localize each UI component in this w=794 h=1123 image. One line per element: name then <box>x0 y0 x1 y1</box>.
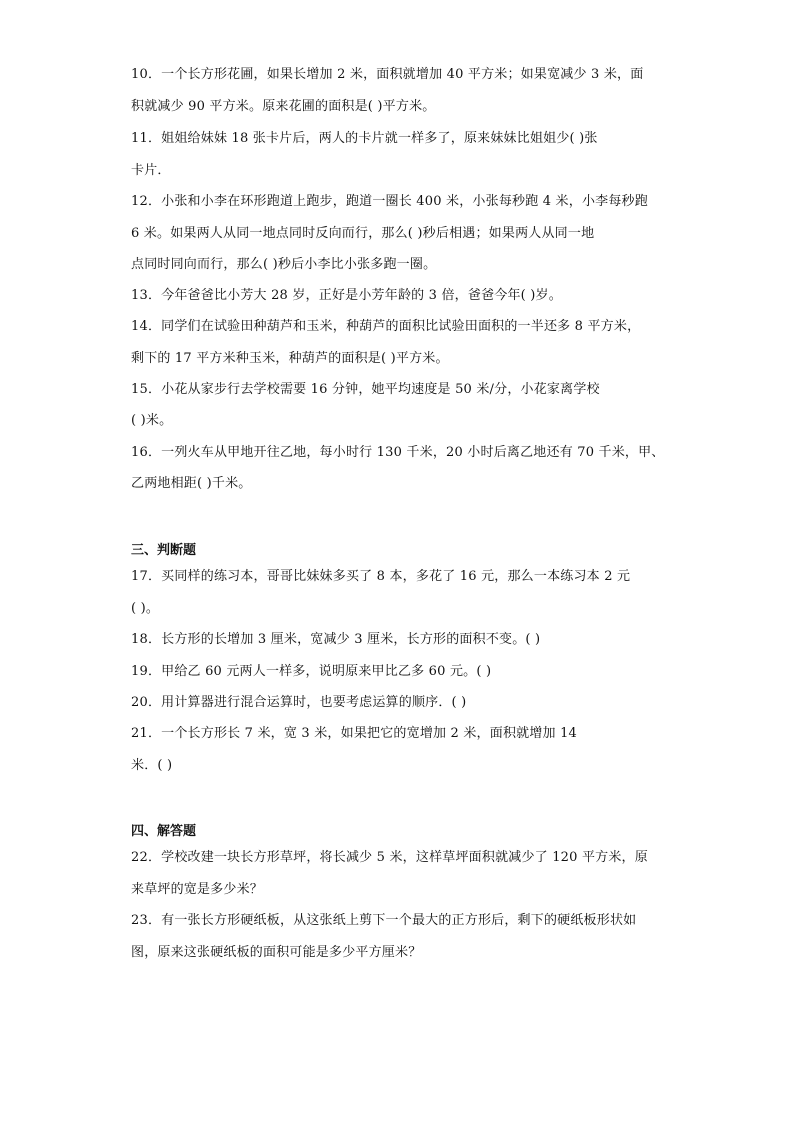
question-23-line-2: 图，原来这张硬纸板的面积可能是多少平方厘米？ <box>131 945 422 960</box>
question-15-line-1: 15．小花从家步行去学校需要 16 分钟，她平均速度是 50 米/分，小花家离学校 <box>131 382 600 397</box>
question-23-line-1: 23．有一张长方形硬纸板，从这张纸上剪下一个最大的正方形后，剩下的硬纸板形状如 <box>131 913 637 928</box>
question-19-line-1: 19．甲给乙 60 元两人一样多，说明原来甲比乙多 60 元。( ) <box>131 664 492 679</box>
question-14-line-2: 剩下的 17 平方米种玉米，种葫芦的面积是( )平方米。 <box>131 351 449 366</box>
question-22-line-1: 22．学校改建一块长方形草坪，将长减少 5 米，这样草坪面积就减少了 120 平方米，原 <box>131 850 648 865</box>
question-12-line-1: 12．小张和小李在环形跑道上跑步，跑道一圈长 400 米，小张每秒跑 4 米，小李每秒跑 <box>131 194 648 209</box>
question-21-line-2: 米．( ) <box>131 758 173 773</box>
section-answer-title: 四、解答题 <box>131 824 197 839</box>
question-13-line-1: 13．今年爸爸比小芳大 28 岁，正好是小芳年龄的 3 倍，爸爸今年( )岁。 <box>131 288 562 303</box>
question-16-line-2: 乙两地相距( )千米。 <box>131 476 252 491</box>
question-10-line-1: 10．一个长方形花圃，如果长增加 2 米，面积就增加 40 平方米；如果宽减少 3 米，面 <box>131 67 644 82</box>
section-judge-title: 三、判断题 <box>131 543 197 558</box>
question-10-line-2: 积就减少 90 平方米。原来花圃的面积是( )平方米。 <box>131 99 436 114</box>
question-16-line-1: 16．一列火车从甲地开往乙地，每小时行 130 千米，20 小时后离乙地还有 70 千米，甲、 <box>131 445 665 460</box>
question-20-line-1: 20．用计算器进行混合运算时，也要考虑运算的顺序．( ) <box>131 695 467 710</box>
question-12-line-3: 点同时同向而行，那么( )秒后小李比小张多跑一圈。 <box>131 257 437 272</box>
question-18-line-1: 18．长方形的长增加 3 厘米，宽减少 3 厘米，长方形的面积不变。( ) <box>131 632 541 647</box>
question-12-line-2: 6 米。如果两人从同一地点同时反向而行，那么( )秒后相遇；如果两人从同一地 <box>131 226 595 241</box>
question-17-line-1: 17．买同样的练习本，哥哥比妹妹多买了 8 本，多花了 16 元，那么一本练习本 2 元 <box>131 569 631 584</box>
question-14-line-1: 14．同学们在试验田种葫芦和玉米，种葫芦的面积比试验田面积的一半还多 8 平方米， <box>131 319 641 334</box>
question-11-line-1: 11．姐姐给妹妹 18 张卡片后，两人的卡片就一样多了，原来妹妹比姐姐少( )张 <box>131 131 598 146</box>
question-22-line-2: 来草坪的宽是多少米？ <box>131 882 264 897</box>
question-15-line-2: ( )米。 <box>131 413 173 428</box>
question-17-line-2: ( )。 <box>131 601 160 616</box>
question-21-line-1: 21．一个长方形长 7 米，宽 3 米，如果把它的宽增加 2 米，面积就增加 14 <box>131 726 578 741</box>
question-11-line-2: 卡片． <box>131 163 171 178</box>
